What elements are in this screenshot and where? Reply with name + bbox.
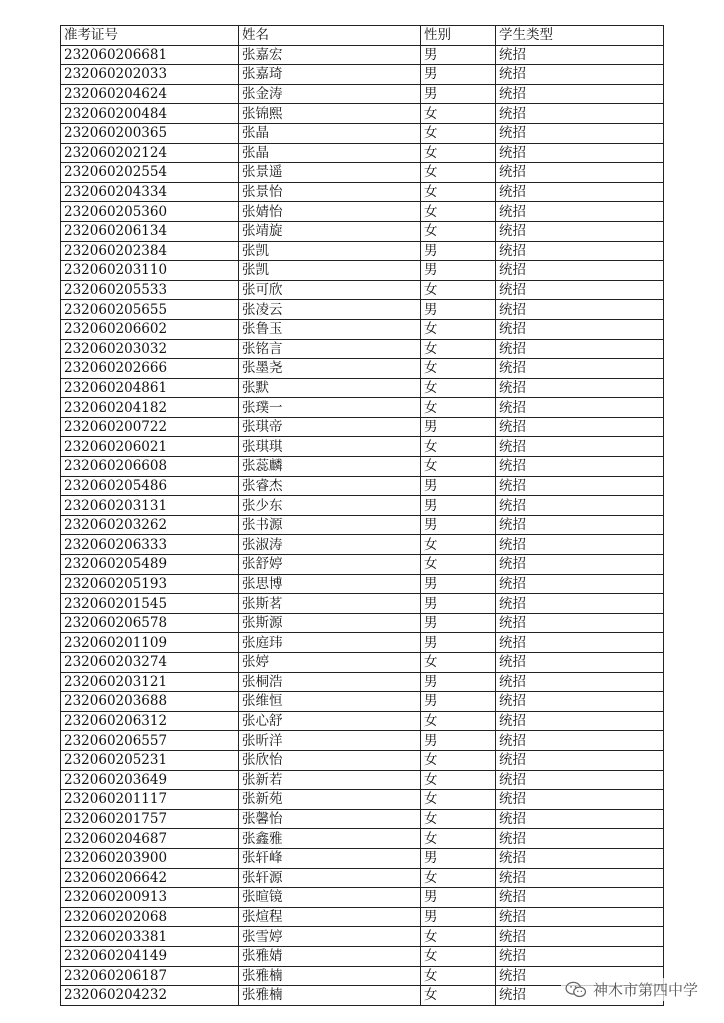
cell-name: 张轩源: [239, 868, 421, 888]
cell-gender: 男: [421, 633, 496, 653]
watermark-text: 神木市第四中学: [592, 981, 698, 999]
cell-student-type: 统招: [496, 65, 664, 85]
cell-name: 张新若: [239, 770, 421, 790]
cell-gender: 女: [421, 104, 496, 124]
cell-student-type: 统招: [496, 417, 664, 437]
cell-name: 张婷: [239, 653, 421, 673]
table-row: [61, 300, 664, 320]
cell-exam-number: 232060206681: [61, 45, 239, 65]
cell-name: 张靖旋: [239, 221, 421, 241]
table-row: [61, 182, 664, 202]
cell-student-type: 统招: [496, 515, 664, 535]
cell-gender: 女: [421, 555, 496, 575]
cell-student-type: 统招: [496, 45, 664, 65]
cell-name: 张新苑: [239, 790, 421, 810]
cell-name: 张馨怡: [239, 809, 421, 829]
cell-name: 张暄镜: [239, 888, 421, 908]
cell-exam-number: 232060204149: [61, 946, 239, 966]
cell-student-type: 统招: [496, 574, 664, 594]
cell-student-type: 统招: [496, 143, 664, 163]
cell-exam-number: 232060205193: [61, 574, 239, 594]
cell-name: 张金涛: [239, 84, 421, 104]
cell-gender: 女: [421, 809, 496, 829]
cell-exam-number: 232060200484: [61, 104, 239, 124]
table-row: [61, 65, 664, 85]
cell-gender: 女: [421, 221, 496, 241]
cell-exam-number: 232060203032: [61, 339, 239, 359]
cell-gender: 女: [421, 163, 496, 183]
cell-gender: 男: [421, 300, 496, 320]
cell-name: 张景怡: [239, 182, 421, 202]
cell-exam-number: 232060200722: [61, 417, 239, 437]
cell-student-type: 统招: [496, 300, 664, 320]
header-exam-number: 准考证号: [61, 26, 239, 46]
table-row: [61, 613, 664, 633]
table-row: [61, 711, 664, 731]
cell-name: 张鑫雅: [239, 829, 421, 849]
table-row: [61, 457, 664, 477]
table-row: [61, 868, 664, 888]
cell-name: 张凯: [239, 261, 421, 281]
cell-gender: 男: [421, 496, 496, 516]
table-row: [61, 359, 664, 379]
cell-student-type: 统招: [496, 770, 664, 790]
table-row: [61, 339, 664, 359]
table-row: [61, 907, 664, 927]
table-row: [61, 731, 664, 751]
table-row: [61, 417, 664, 437]
cell-gender: 女: [421, 868, 496, 888]
cell-exam-number: 232060204232: [61, 986, 239, 1006]
cell-gender: 女: [421, 339, 496, 359]
cell-gender: 女: [421, 319, 496, 339]
cell-gender: 男: [421, 261, 496, 281]
cell-name: 张心舒: [239, 711, 421, 731]
cell-student-type: 统招: [496, 84, 664, 104]
cell-name: 张雅婧: [239, 946, 421, 966]
cell-name: 张景遥: [239, 163, 421, 183]
cell-student-type: 统招: [496, 359, 664, 379]
cell-student-type: 统招: [496, 946, 664, 966]
table-row: [61, 496, 664, 516]
cell-exam-number: 232060206187: [61, 966, 239, 986]
cell-name: 张斯茗: [239, 594, 421, 614]
cell-student-type: 统招: [496, 241, 664, 261]
cell-gender: 男: [421, 692, 496, 712]
cell-student-type: 统招: [496, 653, 664, 673]
cell-name: 张琪帝: [239, 417, 421, 437]
cell-gender: 女: [421, 437, 496, 457]
cell-name: 张铭言: [239, 339, 421, 359]
cell-student-type: 统招: [496, 221, 664, 241]
cell-name: 张欣怡: [239, 750, 421, 770]
table-row: [61, 848, 664, 868]
header-gender: 性别: [421, 26, 496, 46]
cell-exam-number: 232060206602: [61, 319, 239, 339]
table-row: [61, 790, 664, 810]
cell-gender: 男: [421, 888, 496, 908]
cell-gender: 女: [421, 280, 496, 300]
cell-exam-number: 232060204861: [61, 378, 239, 398]
table-row: [61, 143, 664, 163]
cell-name: 张雪婷: [239, 927, 421, 947]
table-row: [61, 535, 664, 555]
cell-student-type: 统招: [496, 848, 664, 868]
cell-gender: 女: [421, 966, 496, 986]
cell-exam-number: 232060206312: [61, 711, 239, 731]
cell-gender: 男: [421, 417, 496, 437]
wechat-icon: [565, 981, 587, 999]
cell-exam-number: 232060202384: [61, 241, 239, 261]
table-row: [61, 221, 664, 241]
cell-student-type: 统招: [496, 123, 664, 143]
cell-exam-number: 232060206557: [61, 731, 239, 751]
table-row: [61, 123, 664, 143]
cell-exam-number: 232060202033: [61, 65, 239, 85]
table-row: [61, 672, 664, 692]
table-row: [61, 241, 664, 261]
table-row: [61, 829, 664, 849]
cell-gender: 男: [421, 613, 496, 633]
cell-name: 张晶: [239, 143, 421, 163]
cell-student-type: 统招: [496, 966, 664, 986]
cell-gender: 男: [421, 672, 496, 692]
cell-gender: 女: [421, 986, 496, 1006]
cell-student-type: 统招: [496, 202, 664, 222]
table-row: [61, 692, 664, 712]
table-row: [61, 515, 664, 535]
table-row: [61, 437, 664, 457]
roster-sheet: [60, 25, 664, 1006]
table-row: [61, 476, 664, 496]
cell-name: 张淑涛: [239, 535, 421, 555]
cell-student-type: 统招: [496, 829, 664, 849]
table-row: [61, 319, 664, 339]
table-row: [61, 927, 664, 947]
cell-name: 张墨尧: [239, 359, 421, 379]
cell-name: 张凌云: [239, 300, 421, 320]
cell-gender: 女: [421, 770, 496, 790]
cell-student-type: 统招: [496, 457, 664, 477]
cell-exam-number: 232060203900: [61, 848, 239, 868]
cell-name: 张煊程: [239, 907, 421, 927]
student-roster-table: [60, 25, 664, 1006]
table-row: [61, 555, 664, 575]
cell-student-type: 统招: [496, 398, 664, 418]
cell-gender: 女: [421, 829, 496, 849]
cell-exam-number: 232060203381: [61, 927, 239, 947]
cell-name: 张凯: [239, 241, 421, 261]
header-name: 姓名: [239, 26, 421, 46]
cell-exam-number: 232060202666: [61, 359, 239, 379]
cell-exam-number: 232060200913: [61, 888, 239, 908]
cell-exam-number: 232060204624: [61, 84, 239, 104]
cell-gender: 男: [421, 574, 496, 594]
table-row: [61, 104, 664, 124]
cell-exam-number: 232060204687: [61, 829, 239, 849]
cell-name: 张庭玮: [239, 633, 421, 653]
cell-exam-number: 232060205486: [61, 476, 239, 496]
table-row: [61, 809, 664, 829]
table-row: [61, 946, 664, 966]
cell-gender: 男: [421, 65, 496, 85]
cell-name: 张嘉琦: [239, 65, 421, 85]
table-header-row: [61, 26, 664, 46]
cell-student-type: 统招: [496, 692, 664, 712]
cell-student-type: 统招: [496, 104, 664, 124]
table-row: [61, 574, 664, 594]
table-row: [61, 261, 664, 281]
cell-student-type: 统招: [496, 986, 664, 1006]
cell-student-type: 统招: [496, 907, 664, 927]
cell-exam-number: 232060206608: [61, 457, 239, 477]
table-row: [61, 202, 664, 222]
cell-name: 张锦熙: [239, 104, 421, 124]
table-row: [61, 398, 664, 418]
cell-exam-number: 232060204334: [61, 182, 239, 202]
cell-gender: 男: [421, 731, 496, 751]
cell-name: 张舒婷: [239, 555, 421, 575]
cell-gender: 女: [421, 359, 496, 379]
cell-exam-number: 232060205655: [61, 300, 239, 320]
table-row: [61, 594, 664, 614]
cell-gender: 男: [421, 241, 496, 261]
cell-student-type: 统招: [496, 809, 664, 829]
cell-student-type: 统招: [496, 613, 664, 633]
cell-student-type: 统招: [496, 888, 664, 908]
cell-name: 张斯源: [239, 613, 421, 633]
cell-exam-number: 232060206021: [61, 437, 239, 457]
table-body: [61, 45, 664, 1005]
cell-gender: 男: [421, 515, 496, 535]
cell-gender: 女: [421, 457, 496, 477]
cell-gender: 女: [421, 398, 496, 418]
table-row: [61, 770, 664, 790]
cell-student-type: 统招: [496, 261, 664, 281]
header-student-type: 学生类型: [496, 26, 664, 46]
cell-gender: 女: [421, 927, 496, 947]
table-row: [61, 750, 664, 770]
cell-exam-number: 232060202068: [61, 907, 239, 927]
table-row: [61, 163, 664, 183]
cell-gender: 女: [421, 535, 496, 555]
cell-gender: 女: [421, 123, 496, 143]
cell-name: 张睿杰: [239, 476, 421, 496]
cell-student-type: 统招: [496, 319, 664, 339]
cell-gender: 男: [421, 907, 496, 927]
cell-name: 张蕊麟: [239, 457, 421, 477]
cell-name: 张雅楠: [239, 966, 421, 986]
cell-name: 张鲁玉: [239, 319, 421, 339]
cell-exam-number: 232060201757: [61, 809, 239, 829]
cell-gender: 女: [421, 653, 496, 673]
cell-name: 张雅楠: [239, 986, 421, 1006]
cell-name: 张可欣: [239, 280, 421, 300]
cell-student-type: 统招: [496, 535, 664, 555]
cell-gender: 男: [421, 476, 496, 496]
cell-student-type: 统招: [496, 280, 664, 300]
cell-exam-number: 232060203131: [61, 496, 239, 516]
cell-gender: 男: [421, 45, 496, 65]
cell-student-type: 统招: [496, 163, 664, 183]
cell-student-type: 统招: [496, 182, 664, 202]
cell-exam-number: 232060203110: [61, 261, 239, 281]
cell-gender: 女: [421, 202, 496, 222]
cell-gender: 男: [421, 848, 496, 868]
cell-exam-number: 232060206642: [61, 868, 239, 888]
cell-student-type: 统招: [496, 927, 664, 947]
cell-name: 张书源: [239, 515, 421, 535]
cell-student-type: 统招: [496, 672, 664, 692]
cell-student-type: 统招: [496, 790, 664, 810]
cell-student-type: 统招: [496, 731, 664, 751]
cell-exam-number: 232060203121: [61, 672, 239, 692]
cell-student-type: 统招: [496, 437, 664, 457]
cell-name: 张璞一: [239, 398, 421, 418]
cell-exam-number: 232060203649: [61, 770, 239, 790]
cell-name: 张琪琪: [239, 437, 421, 457]
cell-name: 张默: [239, 378, 421, 398]
cell-student-type: 统招: [496, 750, 664, 770]
cell-name: 张婧怡: [239, 202, 421, 222]
cell-student-type: 统招: [496, 476, 664, 496]
table-row: [61, 45, 664, 65]
cell-gender: 女: [421, 711, 496, 731]
cell-exam-number: 232060200365: [61, 123, 239, 143]
cell-name: 张晶: [239, 123, 421, 143]
cell-student-type: 统招: [496, 339, 664, 359]
cell-student-type: 统招: [496, 555, 664, 575]
cell-exam-number: 232060206134: [61, 221, 239, 241]
cell-name: 张昕洋: [239, 731, 421, 751]
cell-student-type: 统招: [496, 868, 664, 888]
account-watermark: [561, 978, 702, 1001]
table-row: [61, 378, 664, 398]
table-row: [61, 633, 664, 653]
cell-gender: 男: [421, 594, 496, 614]
cell-gender: 女: [421, 750, 496, 770]
cell-exam-number: 232060205533: [61, 280, 239, 300]
cell-name: 张维恒: [239, 692, 421, 712]
cell-exam-number: 232060203688: [61, 692, 239, 712]
cell-student-type: 统招: [496, 378, 664, 398]
cell-exam-number: 232060205489: [61, 555, 239, 575]
cell-exam-number: 232060201109: [61, 633, 239, 653]
cell-student-type: 统招: [496, 711, 664, 731]
table-row: [61, 888, 664, 908]
cell-exam-number: 232060204182: [61, 398, 239, 418]
cell-gender: 女: [421, 143, 496, 163]
cell-exam-number: 232060202124: [61, 143, 239, 163]
cell-gender: 女: [421, 946, 496, 966]
table-row: [61, 280, 664, 300]
cell-gender: 女: [421, 790, 496, 810]
cell-name: 张少东: [239, 496, 421, 516]
table-row: [61, 84, 664, 104]
cell-exam-number: 232060206578: [61, 613, 239, 633]
cell-name: 张思博: [239, 574, 421, 594]
cell-exam-number: 232060205231: [61, 750, 239, 770]
cell-exam-number: 232060202554: [61, 163, 239, 183]
cell-gender: 女: [421, 182, 496, 202]
cell-gender: 男: [421, 84, 496, 104]
cell-gender: 女: [421, 378, 496, 398]
cell-exam-number: 232060205360: [61, 202, 239, 222]
cell-exam-number: 232060201545: [61, 594, 239, 614]
cell-student-type: 统招: [496, 496, 664, 516]
table-row: [61, 653, 664, 673]
cell-name: 张嘉宏: [239, 45, 421, 65]
cell-name: 张轩峰: [239, 848, 421, 868]
cell-exam-number: 232060206333: [61, 535, 239, 555]
cell-exam-number: 232060203262: [61, 515, 239, 535]
cell-student-type: 统招: [496, 594, 664, 614]
cell-exam-number: 232060203274: [61, 653, 239, 673]
cell-student-type: 统招: [496, 633, 664, 653]
cell-name: 张桐浩: [239, 672, 421, 692]
cell-exam-number: 232060201117: [61, 790, 239, 810]
